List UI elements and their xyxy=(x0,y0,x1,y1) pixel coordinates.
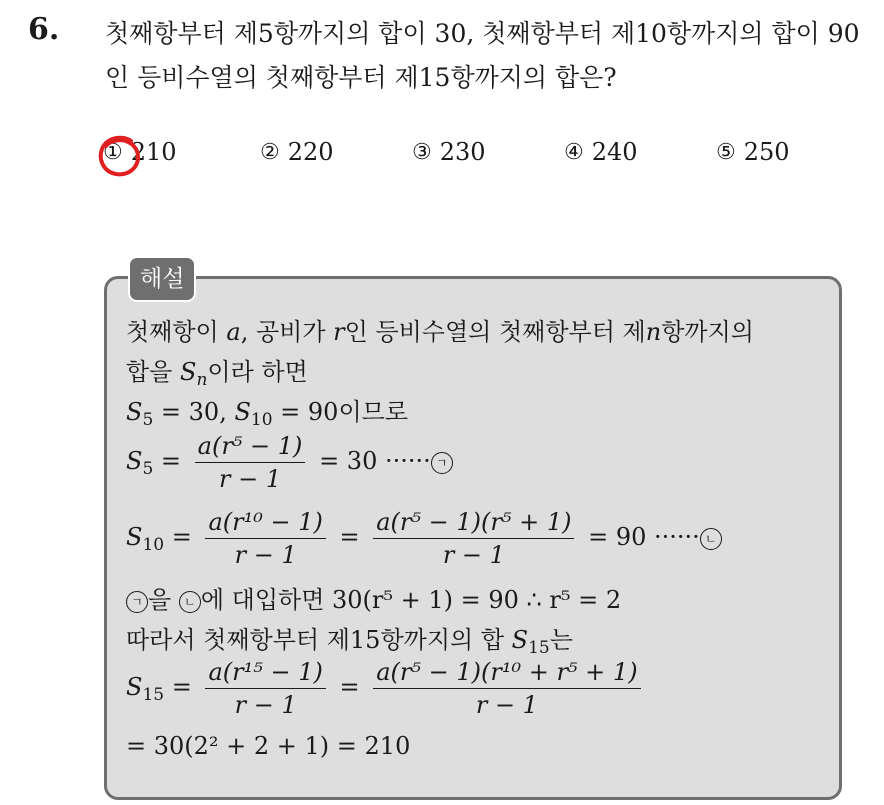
text: = xyxy=(164,523,200,551)
text: 에 대입하면 30(r⁵ + 1) = 90 ∴ r⁵ = 2 xyxy=(200,586,622,614)
circled-ref: ㄴ xyxy=(700,528,722,550)
text: = 90 ······ xyxy=(588,523,700,551)
circled-ref: ㄱ xyxy=(126,591,148,613)
subscript: n xyxy=(196,370,208,390)
text: 을 xyxy=(148,586,179,614)
solution-line-4 xyxy=(126,432,453,493)
circled-ref: ㄴ xyxy=(179,591,201,613)
var-a: a xyxy=(226,318,241,346)
text: 이라 하면 xyxy=(207,358,308,386)
text: = xyxy=(339,673,368,701)
solution-label: 해설 xyxy=(128,256,196,302)
numerator: a(r⁵ − 1) xyxy=(195,432,306,463)
numerator: a(r⁵ − 1)(r⁵ + 1) xyxy=(373,508,574,539)
text: 는 xyxy=(549,626,573,654)
fraction xyxy=(373,508,574,569)
choice-1[interactable] xyxy=(103,138,177,166)
subscript: 5 xyxy=(142,459,154,479)
numerator: a(r¹⁰ − 1) xyxy=(205,508,325,539)
denominator: r − 1 xyxy=(234,691,297,719)
solution-line-7 xyxy=(126,620,573,658)
text: = 30, xyxy=(153,398,235,426)
denominator: r − 1 xyxy=(475,691,538,719)
question-number: 6. xyxy=(28,12,60,47)
text: 따라서 첫째항부터 제15항까지의 합 xyxy=(126,626,512,654)
text: , 공비가 xyxy=(240,318,334,346)
solution-line-1 xyxy=(126,312,754,347)
choice-value: 250 xyxy=(743,138,790,166)
text: = 90 xyxy=(272,398,339,426)
choice-5[interactable] xyxy=(716,138,790,166)
choice-number: ③ xyxy=(412,139,432,165)
var-s: S xyxy=(180,358,197,386)
var-n: n xyxy=(645,318,662,346)
fraction xyxy=(373,658,640,719)
text: 이므로 xyxy=(338,398,409,426)
circled-ref: ㄱ xyxy=(431,452,453,474)
choice-number: ① xyxy=(103,139,123,165)
solution-line-3 xyxy=(126,392,408,430)
text: 인 등비수열의 첫째항부터 제 xyxy=(344,318,646,346)
text: 합을 xyxy=(126,358,180,386)
question-line-2: 인 등비수열의 첫째항부터 제15항까지의 합은? xyxy=(105,63,617,92)
answer-choices xyxy=(0,138,884,178)
solution-line-2 xyxy=(126,352,308,390)
choice-value: 240 xyxy=(591,138,638,166)
text: = xyxy=(153,447,189,475)
solution-line-8 xyxy=(126,658,647,719)
text: = 30 ······ xyxy=(319,447,431,475)
solution-line-5 xyxy=(126,508,722,569)
subscript: 15 xyxy=(528,638,550,658)
choice-number: ④ xyxy=(564,139,584,165)
denominator: r − 1 xyxy=(442,541,505,569)
choice-value: 230 xyxy=(439,138,486,166)
choice-4[interactable] xyxy=(564,138,638,166)
var-s: S xyxy=(126,398,143,426)
var-s: S xyxy=(126,447,143,475)
question-text xyxy=(105,12,875,100)
choice-value: 220 xyxy=(287,138,334,166)
subscript: 15 xyxy=(142,685,165,705)
numerator: a(r¹⁵ − 1) xyxy=(205,658,325,689)
fraction xyxy=(205,658,325,719)
text: 항까지의 xyxy=(661,318,754,346)
choice-2[interactable] xyxy=(260,138,334,166)
fraction xyxy=(195,432,306,493)
denominator: r − 1 xyxy=(234,541,297,569)
subscript: 10 xyxy=(142,535,165,555)
var-s: S xyxy=(511,626,529,654)
solution-line-6 xyxy=(126,580,621,615)
var-s: S xyxy=(126,673,143,701)
text: 첫째항이 xyxy=(126,318,227,346)
solution-line-9: = 30(2² + 2 + 1) = 210 xyxy=(126,732,411,760)
choice-number: ⑤ xyxy=(716,139,736,165)
choice-value: 210 xyxy=(130,138,177,166)
numerator: a(r⁵ − 1)(r¹⁰ + r⁵ + 1) xyxy=(373,658,640,689)
subscript: 5 xyxy=(142,410,154,430)
var-r: r xyxy=(333,318,345,346)
var-s: S xyxy=(234,398,251,426)
choice-number: ② xyxy=(260,139,280,165)
denominator: r − 1 xyxy=(218,465,282,493)
var-s: S xyxy=(126,523,143,551)
text: = xyxy=(339,523,368,551)
fraction xyxy=(205,508,325,569)
subscript: 10 xyxy=(250,410,273,430)
text: = xyxy=(164,673,200,701)
choice-3[interactable] xyxy=(412,138,486,166)
question-line-1: 첫째항부터 제5항까지의 합이 30, 첫째항부터 제10항까지의 합이 90 xyxy=(105,19,860,48)
